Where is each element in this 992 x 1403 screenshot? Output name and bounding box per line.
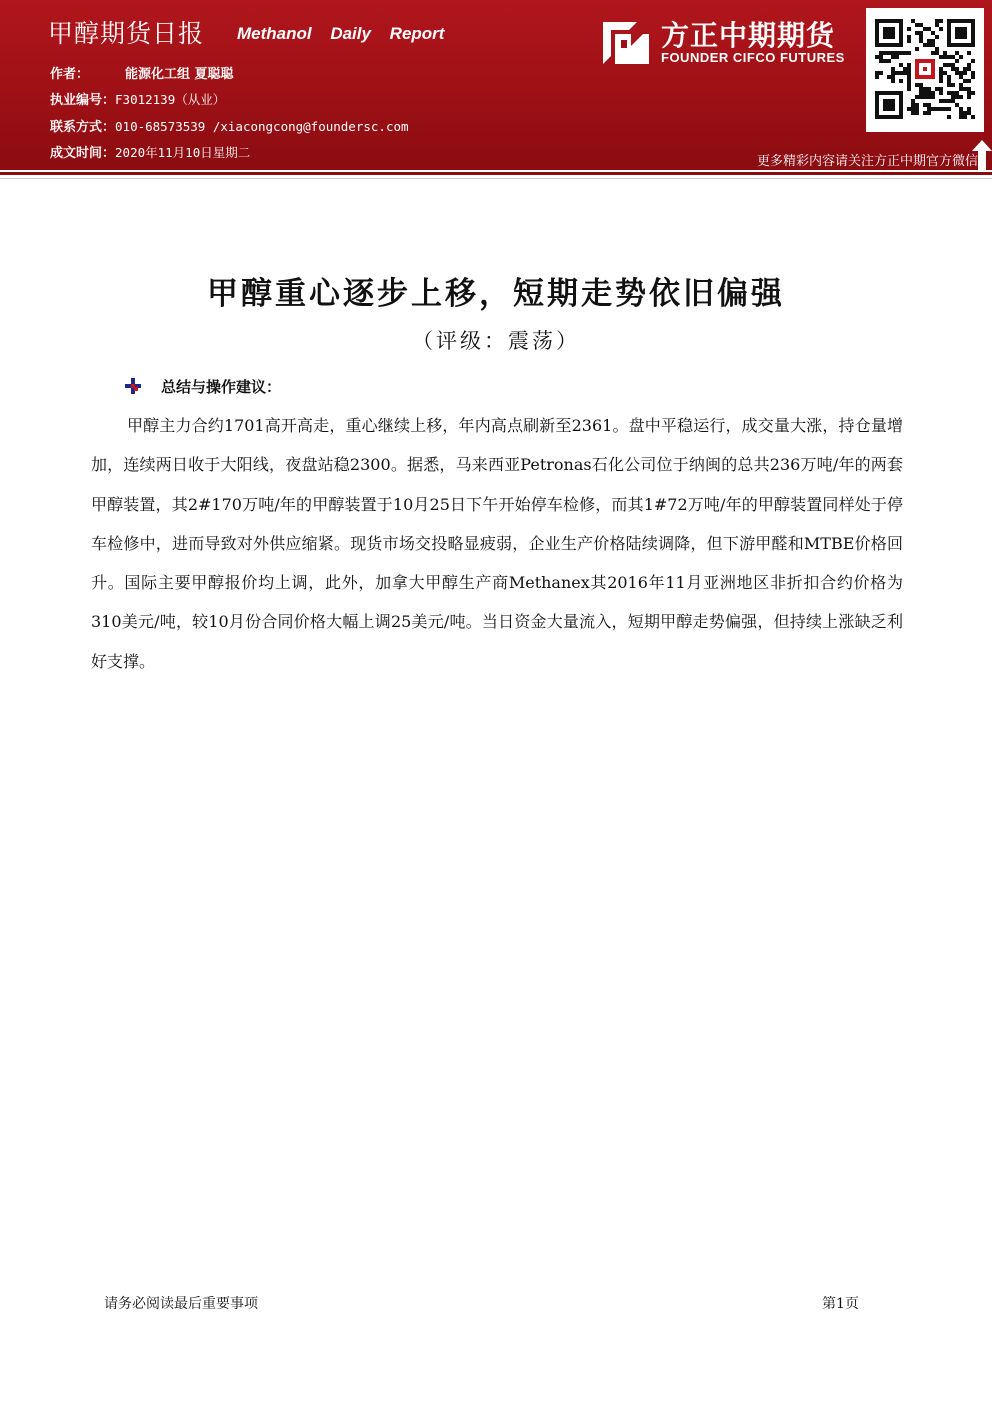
arrow-up-icon bbox=[972, 140, 992, 170]
logo-english-name: FOUNDER CIFCO FUTURES bbox=[661, 50, 845, 65]
document-rating: （评级：震荡） bbox=[412, 329, 580, 353]
license-value: F3012139（从业） bbox=[115, 92, 226, 107]
company-logo bbox=[603, 14, 858, 74]
qr-code-icon bbox=[866, 8, 984, 132]
contact-label: 联系方式： bbox=[50, 120, 116, 135]
document-title: 甲醇重心逐步上移，短期走势依旧偏强 bbox=[207, 276, 785, 312]
date-line bbox=[50, 142, 250, 161]
contact-value: 010-68573539 /xiacongcong@foundersc.com bbox=[115, 119, 409, 134]
header-rule bbox=[0, 172, 992, 175]
summary-paragraph: 甲醇主力合约1701高开高走，重心继续上移，年内高点刷新至2361。盘中平稳运行，成交量大涨，持仓量增加，连续两日收于大阳线，夜盘站稳2300。据悉，马来西亚Petronas石化公司位于纳闽的总共236万吨/年的两套甲醇装置，其2#170万吨/年的甲醇装置于10月25日下午开始停车检修，而其1#72万吨/年的甲醇装置同样处于停车检修中，进而导致对外供应缩紧。现货市场交投略显疲弱，企业生产价格陆续调降，但下游甲醛和MTBE价格回升。国际主要甲醇报价均上调，此外，加拿大甲醇生产商Methanex其2016年11月亚洲地区非折扣合约价格为310美元/吨，较10月份合同价格大幅上调25美元/吨。当日资金大量流入，短期甲醇走势偏强，但持续上涨缺乏利好支撑。 bbox=[91, 416, 903, 671]
contact-line bbox=[50, 116, 409, 135]
header-rule-thin bbox=[0, 178, 992, 179]
author-line bbox=[50, 63, 234, 82]
footer-page-number: 第1页 bbox=[822, 1296, 859, 1312]
section-title: 总结与操作建议： bbox=[161, 378, 282, 396]
date-label: 成文时间： bbox=[50, 146, 116, 161]
report-title-en: Methanol Daily Report bbox=[237, 24, 445, 43]
diamond-bullet-icon bbox=[125, 378, 141, 394]
date-value: 2020年11月10日星期二 bbox=[115, 145, 251, 160]
report-header bbox=[0, 0, 992, 170]
follow-wechat-note: 更多精彩内容请关注方正中期官方微信 bbox=[756, 154, 978, 169]
author-label: 作者： bbox=[50, 67, 90, 82]
report-title: 甲醇期货日报 bbox=[48, 19, 205, 48]
founder-logo-icon bbox=[603, 18, 649, 64]
logo-chinese-name: 方正中期期货 bbox=[661, 19, 836, 52]
license-line bbox=[50, 89, 225, 108]
author-value: 能源化工组 夏聪聪 bbox=[125, 67, 234, 82]
footer-notice: 请务必阅读最后重要事项 bbox=[104, 1296, 258, 1312]
license-label: 执业编号： bbox=[50, 93, 116, 108]
